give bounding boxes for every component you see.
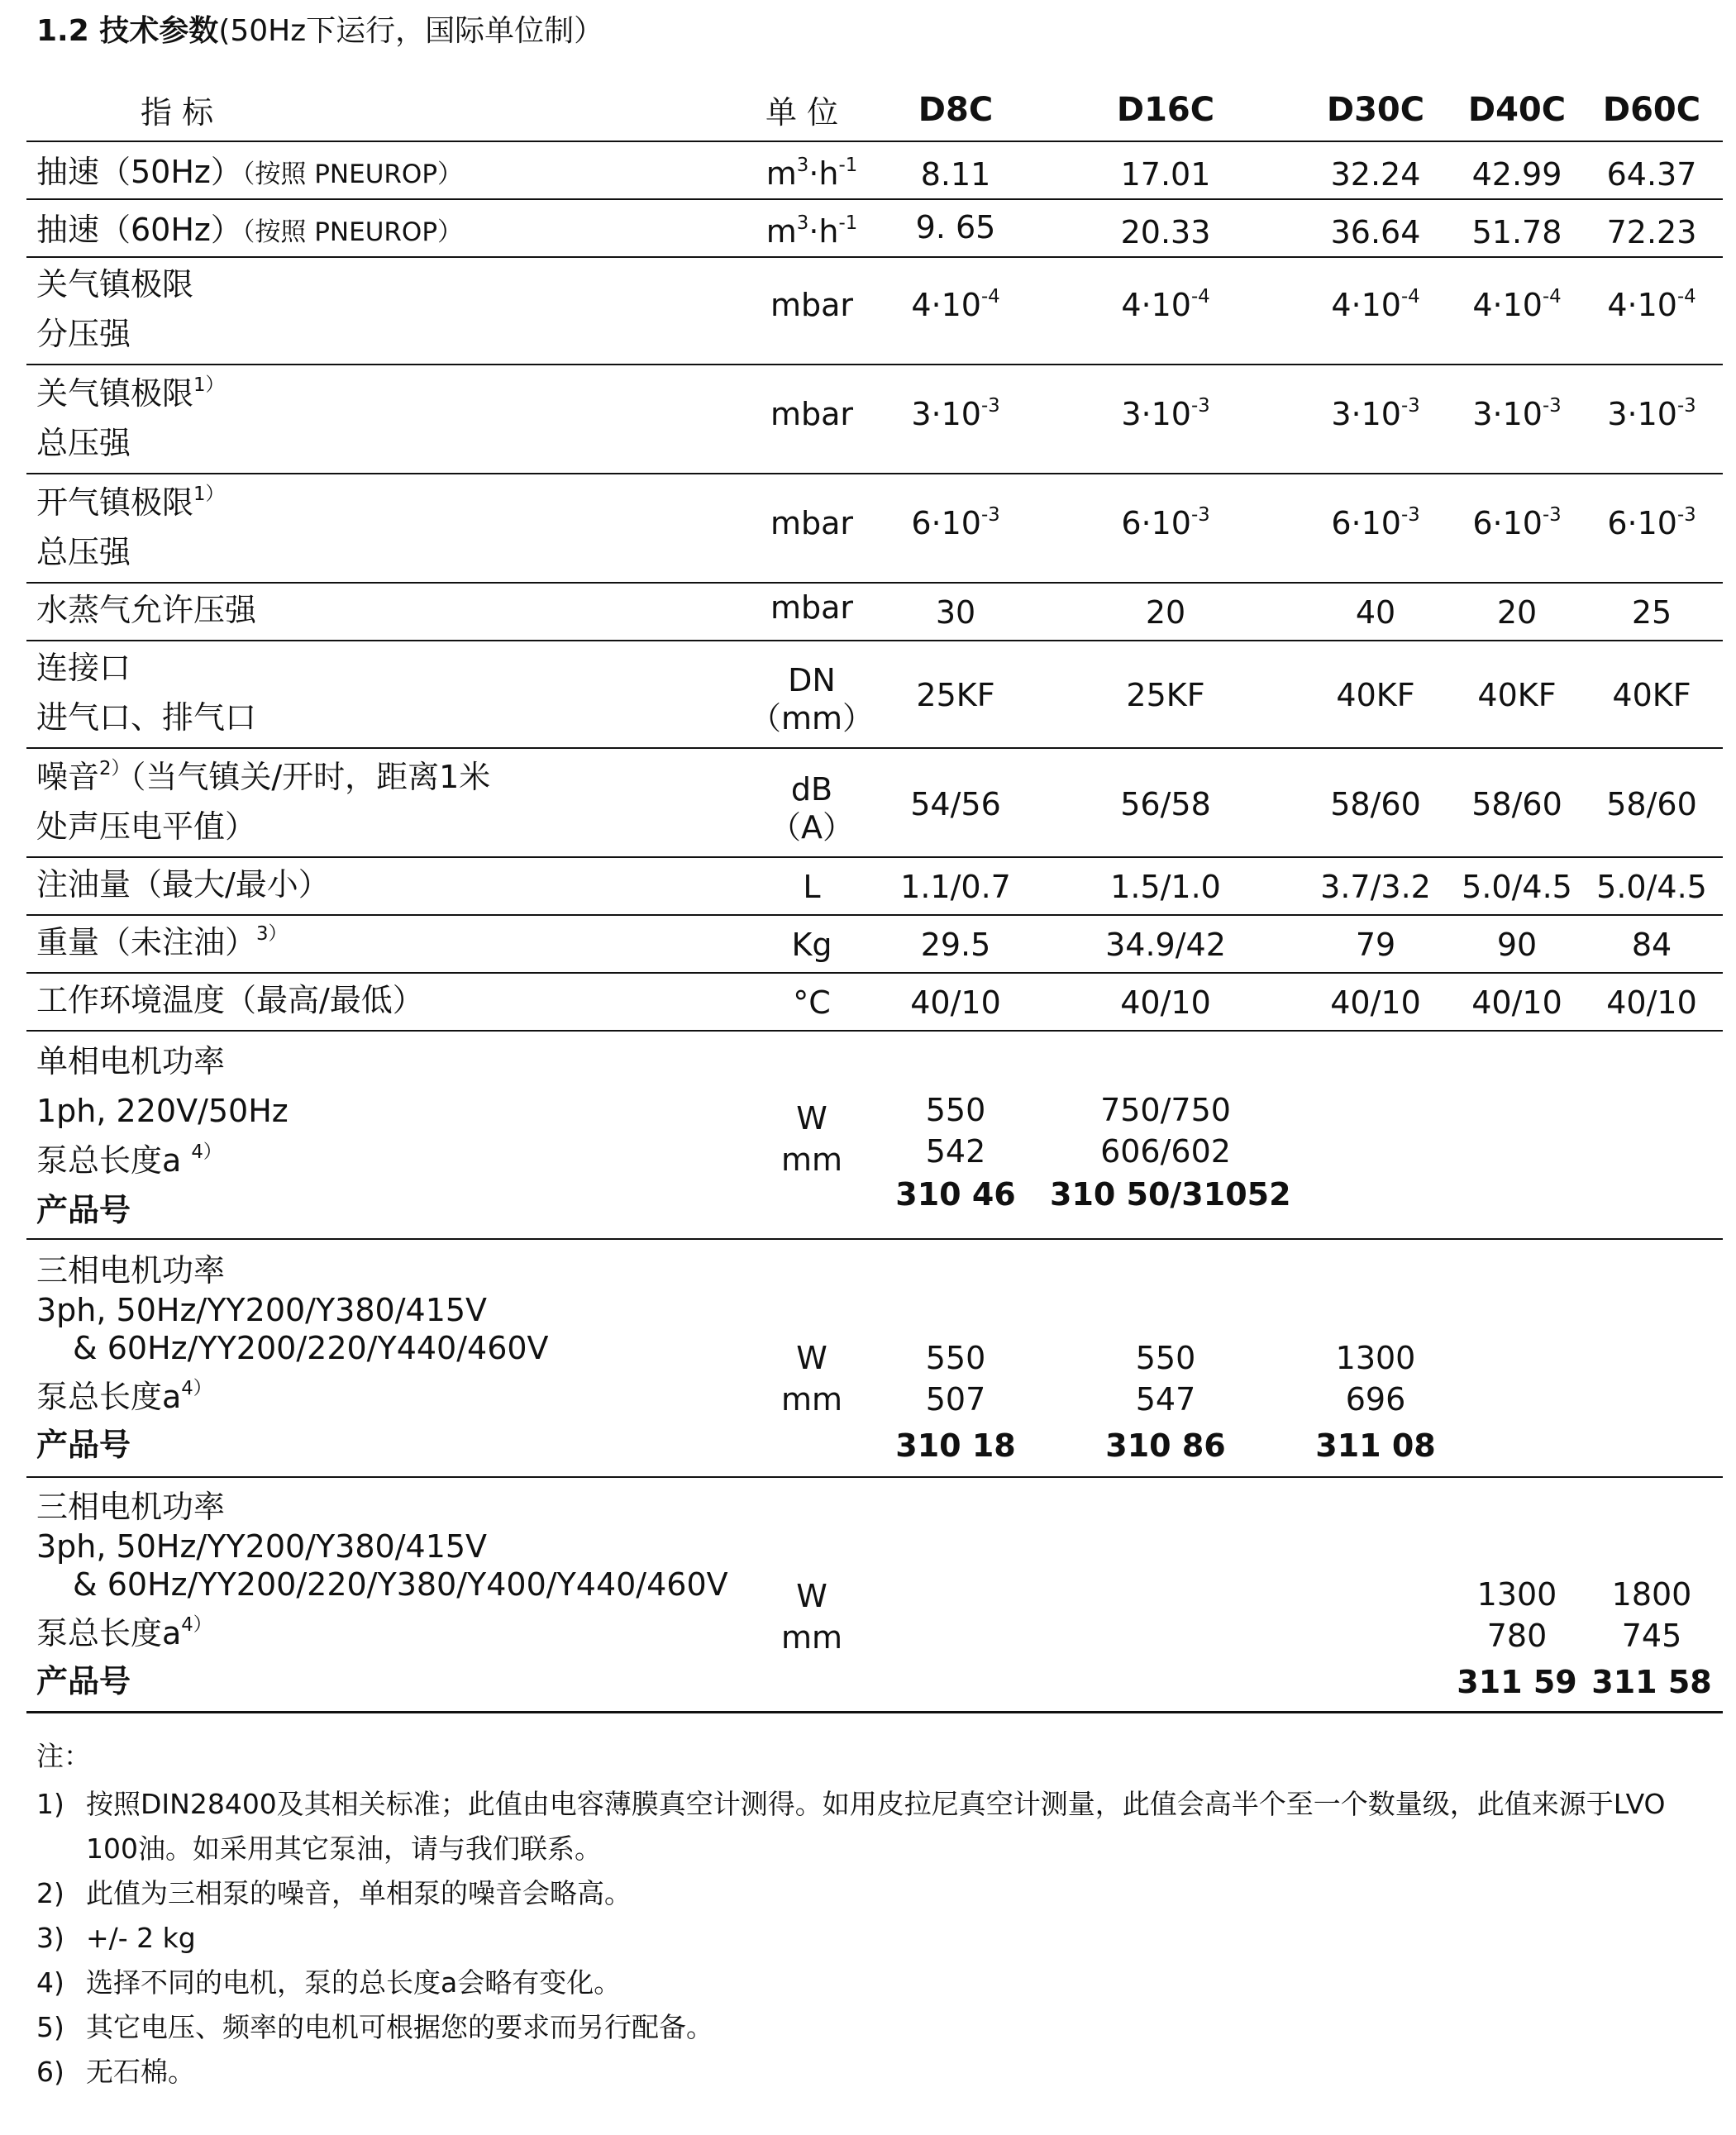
motor3b-mm-d40c: 780 [1486, 1618, 1548, 1654]
row-noise-d8c: 54/56 [910, 786, 1001, 822]
motor3a-mm-d8c: 507 [925, 1381, 986, 1418]
row-rule [26, 1476, 1723, 1478]
row-rule [26, 1030, 1723, 1032]
motor1-unit-w: W [796, 1100, 827, 1137]
footnotes-heading: 注： [36, 1740, 91, 1772]
row-oil-label: 注油量（最大/最小） [36, 866, 330, 903]
row-temp-d8c: 40/10 [910, 984, 1001, 1021]
row-total-on-d30c: $6\cdot 10^{-3}$ [1331, 504, 1420, 541]
row-total-on-unit: mbar [770, 505, 854, 541]
row-connector-d60c: 40KF [1612, 677, 1691, 713]
motor3a-unit-w: W [796, 1340, 827, 1376]
motor1-pn-d8c: 310 46 [895, 1176, 1016, 1213]
motor3b-l3: & 60Hz/YY200/220/Y380/Y400/Y440/460V [73, 1566, 728, 1603]
motor3a-w-d16c: 550 [1135, 1340, 1196, 1376]
row-speed50-d16c: 17.01 [1120, 156, 1211, 193]
motor3a-w-d30c: 1300 [1335, 1340, 1416, 1376]
header-model-d60c: D60C [1602, 91, 1701, 129]
header-model-d30c: D30C [1326, 91, 1425, 129]
motor3b-unit-w: W [796, 1578, 827, 1614]
motor3b-pn-d60c: 311 58 [1591, 1664, 1712, 1700]
motor3b-unit-mm: mm [780, 1619, 843, 1656]
row-partial-d8c: $4\cdot 10^{-4}$ [911, 286, 1000, 323]
row-oil-d8c: 1.1/0.7 [900, 869, 1011, 905]
motor3a-pn-d16c: 310 86 [1105, 1427, 1226, 1464]
row-connector-d8c: 25KF [916, 677, 995, 713]
motor3a-pn-d8c: 310 18 [895, 1427, 1016, 1464]
row-partial-unit: mbar [770, 287, 854, 323]
row-total-off-d8c: $3\cdot 10^{-3}$ [911, 395, 1000, 432]
row-noise-d60c: 58/60 [1606, 786, 1697, 822]
row-weight-d60c: 84 [1631, 927, 1672, 963]
row-total-on-d60c: $6\cdot 10^{-3}$ [1607, 504, 1696, 541]
motor3b-l4: 泵总长度$a^{4)}$ [36, 1614, 212, 1651]
row-rule [26, 256, 1723, 258]
row-temp-d40c: 40/10 [1471, 984, 1562, 1021]
row-rule [26, 364, 1723, 365]
row-rule [26, 198, 1723, 200]
row-total-on-label1: 开气镇极限$^{1)}$ [36, 484, 225, 521]
row-weight-unit: Kg [791, 927, 832, 963]
motor3a-l5: 产品号 [36, 1427, 131, 1463]
motor3b-l5: 产品号 [36, 1663, 131, 1699]
footnotes [36, 1734, 1715, 2094]
row-temp-d16c: 40/10 [1120, 984, 1211, 1021]
footnote-4: 4) 选择不同的电机，泵的总长度a会略有变化。 [36, 1966, 622, 1999]
row-total-off-label1: 关气镇极限$^{1)}$ [36, 374, 225, 412]
row-rule [26, 582, 1723, 584]
header-unit: 单 位 [765, 94, 839, 131]
row-temp-d30c: 40/10 [1330, 984, 1421, 1021]
row-partial-label1: 关气镇极限 [36, 266, 194, 303]
row-oil-unit: L [803, 869, 821, 905]
row-total-off-d30c: $3\cdot 10^{-3}$ [1331, 395, 1420, 432]
row-noise-d16c: 56/58 [1120, 786, 1211, 822]
motor1-l1: 单相电机功率 [36, 1043, 226, 1079]
row-vapor-d16c: 20 [1145, 594, 1186, 631]
motor1-w-d16c: 750/750 [1100, 1092, 1231, 1128]
header-indicator: 指 标 [141, 94, 214, 131]
row-noise-unit2: （A） [770, 809, 854, 846]
row-speed50-unit: $m^3\cdot h^{-1}$ [765, 155, 858, 192]
motor1-l2: 1ph, 220V/50Hz [36, 1093, 289, 1129]
row-total-on-label2: 总压强 [36, 534, 131, 570]
row-rule [26, 856, 1723, 858]
motor3a-mm-d30c: 696 [1345, 1381, 1406, 1418]
footnote-1: 1) 按照DIN28400及其相关标准；此值由电容薄膜真空计测得。如用皮拉尼真空计测量，此值会高半个至一个数量级，此值来源于LVO 100油。如采用其它泵油，请与我们联系。 [36, 1788, 1666, 1865]
row-rule [26, 914, 1723, 916]
motor3a-l3: & 60Hz/YY200/220/Y440/460V [73, 1330, 549, 1366]
row-weight-d8c: 29.5 [920, 927, 991, 963]
footnote-2: 2) 此值为三相泵的噪音，单相泵的噪音会略高。 [36, 1877, 632, 1909]
row-vapor-d30c: 40 [1355, 594, 1396, 631]
row-total-on-d40c: $6\cdot 10^{-3}$ [1472, 504, 1562, 541]
row-speed50-d40c: 42.99 [1471, 156, 1562, 193]
row-rule [26, 640, 1723, 641]
row-oil-d60c: 5.0/4.5 [1596, 869, 1707, 905]
row-connector-unit2: （mm） [749, 700, 875, 736]
motor3a-l1: 三相电机功率 [36, 1252, 226, 1289]
row-noise-label1: 噪音$^{2)}$（当气镇关/开时，距离1米 [36, 758, 491, 795]
row-speed60-d16c: 20.33 [1120, 214, 1211, 250]
row-noise-d40c: 58/60 [1471, 786, 1562, 822]
footnote-6: 6) 无石棉。 [36, 2056, 195, 2088]
row-temp-unit: °C [793, 984, 831, 1021]
row-vapor-unit: mbar [770, 589, 854, 626]
row-connector-unit: DN [788, 662, 836, 698]
row-total-off-d40c: $3\cdot 10^{-3}$ [1472, 395, 1562, 432]
motor1-unit-mm: mm [780, 1141, 843, 1178]
motor3b-l2: 3ph, 50Hz/YY200/Y380/415V [36, 1528, 488, 1565]
row-total-on-d16c: $6\cdot 10^{-3}$ [1121, 504, 1210, 541]
motor3b-mm-d60c: 745 [1621, 1618, 1682, 1654]
row-oil-d30c: 3.7/3.2 [1320, 869, 1431, 905]
row-oil-d40c: 5.0/4.5 [1462, 869, 1572, 905]
motor1-mm-d8c: 542 [925, 1133, 986, 1170]
row-speed60-d40c: 51.78 [1471, 214, 1562, 250]
motor1-pn-d16c: 310 50/31052 [1050, 1176, 1291, 1213]
row-partial-label2: 分压强 [36, 316, 131, 352]
row-noise-d30c: 58/60 [1330, 786, 1421, 822]
row-partial-d16c: $4\cdot 10^{-4}$ [1121, 286, 1210, 323]
motor3a-unit-mm: mm [780, 1381, 843, 1418]
row-weight-d30c: 79 [1355, 927, 1396, 963]
row-rule [26, 972, 1723, 974]
motor3b-pn-d40c: 311 59 [1457, 1664, 1577, 1700]
motor1-mm-d16c: 606/602 [1100, 1133, 1231, 1170]
row-total-off-d60c: $3\cdot 10^{-3}$ [1607, 395, 1696, 432]
row-connector-d40c: 40KF [1477, 677, 1557, 713]
section-title [36, 12, 603, 51]
row-speed50-d30c: 32.24 [1330, 156, 1421, 193]
motor3b-l1: 三相电机功率 [36, 1489, 226, 1525]
motor3a-pn-d30c: 311 08 [1315, 1427, 1436, 1464]
row-weight-d16c: 34.9/42 [1105, 927, 1226, 963]
row-total-off-unit: mbar [770, 396, 854, 432]
motor3a-l4: 泵总长度$a^{4)}$ [36, 1378, 212, 1415]
section-title-bold: 1.2 技术参数 [36, 14, 219, 48]
row-rule [26, 473, 1723, 474]
row-speed50-label: 抽速（50Hz）（按照 PNEUROP） [36, 154, 464, 190]
header-model-d8c: D8C [918, 91, 994, 129]
motor3b-w-d60c: 1800 [1611, 1576, 1692, 1613]
row-vapor-d60c: 25 [1631, 594, 1672, 631]
row-speed60-unit: $m^3\cdot h^{-1}$ [765, 212, 858, 250]
row-speed50-d8c: 8.11 [920, 156, 991, 193]
motor1-l3: 泵总长度a $^{4)}$ [36, 1141, 222, 1179]
row-total-off-d16c: $3\cdot 10^{-3}$ [1121, 395, 1210, 432]
row-weight-label: 重量（未注油）$^{3)}$ [36, 923, 288, 960]
row-partial-d30c: $4\cdot 10^{-4}$ [1331, 286, 1420, 323]
header-model-d16c: D16C [1116, 91, 1215, 129]
row-weight-d40c: 90 [1496, 927, 1538, 963]
row-connector-label2: 进气口、排气口 [36, 699, 257, 736]
row-vapor-d40c: 20 [1496, 594, 1538, 631]
motor3a-l2: 3ph, 50Hz/YY200/Y380/415V [36, 1292, 488, 1328]
row-speed60-d8c: 9. 65 [915, 209, 996, 245]
row-connector-d16c: 25KF [1126, 677, 1205, 713]
row-speed60-label: 抽速（60Hz）（按照 PNEUROP） [36, 212, 464, 248]
row-rule [26, 1238, 1723, 1240]
footnote-3: 3) +/- 2 kg [36, 1922, 196, 1954]
row-total-on-d8c: $6\cdot 10^{-3}$ [911, 504, 1000, 541]
header-model-d40c: D40C [1467, 91, 1567, 129]
row-rule [26, 747, 1723, 749]
row-connector-d30c: 40KF [1336, 677, 1415, 713]
motor3a-mm-d16c: 547 [1135, 1381, 1196, 1418]
row-temp-d60c: 40/10 [1606, 984, 1697, 1021]
row-total-off-label2: 总压强 [36, 425, 131, 461]
row-speed50-d60c: 64.37 [1606, 156, 1697, 193]
row-partial-d60c: $4\cdot 10^{-4}$ [1607, 286, 1696, 323]
motor1-w-d8c: 550 [925, 1092, 986, 1128]
motor1-l4: 产品号 [36, 1192, 131, 1228]
row-partial-d40c: $4\cdot 10^{-4}$ [1472, 286, 1562, 323]
motor3a-w-d8c: 550 [925, 1340, 986, 1376]
footnote-5: 5) 其它电压、频率的电机可根据您的要求而另行配备。 [36, 2011, 713, 2043]
row-connector-label1: 连接口 [36, 650, 131, 686]
row-vapor-label: 水蒸气允许压强 [36, 592, 257, 628]
row-oil-d16c: 1.5/1.0 [1110, 869, 1221, 905]
row-speed60-d60c: 72.23 [1606, 214, 1697, 250]
row-noise-unit: dB [790, 771, 833, 808]
section-title-rest: (50Hz下运行，国际单位制） [218, 14, 604, 48]
row-noise-label2: 处声压电平值） [36, 808, 257, 845]
row-speed60-d30c: 36.64 [1330, 214, 1421, 250]
table-bottom-rule [26, 1711, 1723, 1713]
table-top-rule [26, 141, 1723, 142]
row-temp-label: 工作环境温度（最高/最低） [36, 982, 424, 1018]
motor3b-w-d40c: 1300 [1476, 1576, 1557, 1613]
row-vapor-d8c: 30 [935, 594, 976, 631]
